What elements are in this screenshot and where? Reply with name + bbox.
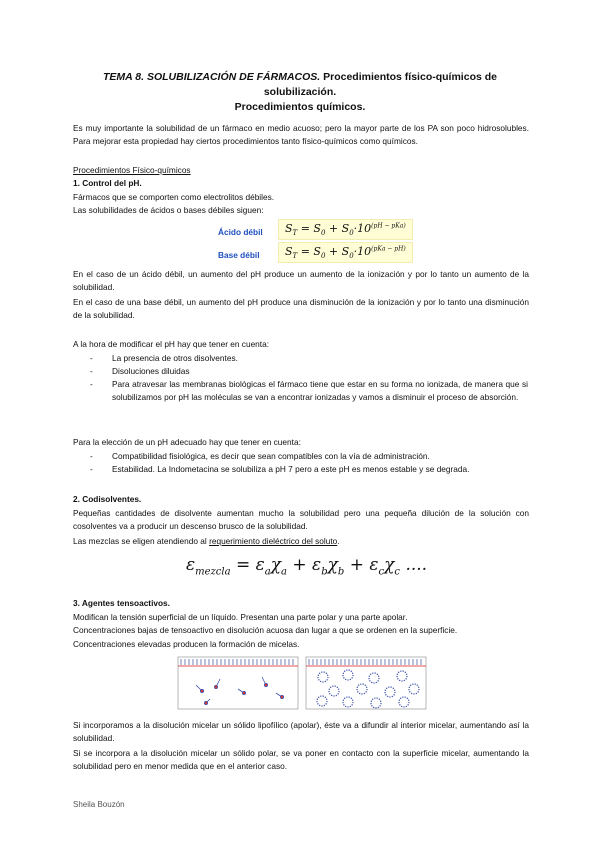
s2-para2-end: . [337, 536, 340, 546]
acid-exponent: (pH − pKa) [371, 222, 406, 230]
base-label: Base débil [218, 250, 260, 260]
s3-line3: Concentraciones elevadas producen la formación de micelas. [73, 639, 300, 649]
s2-heading: 2. Codisolventes. [73, 494, 142, 504]
s1-para1: En el caso de un ácido débil, un aumento del pH produce un aumento de la ionización y por lo tanto un aumento de la solubilidad. [73, 269, 529, 292]
section-physchem-heading: Procedimientos Físico-químicos [73, 165, 191, 175]
eq-plus-2: + [349, 555, 364, 575]
choice-heading: Para la elección de un pH adecuado hay que tener en cuenta: [73, 437, 301, 447]
base-formula: $S_T = S_0 + S_0\cdot 10^{(pKa - pH)}$ [278, 242, 413, 263]
title-line2: Procedimientos químicos. [234, 101, 366, 113]
list-item: - Para atravesar las membranas biológicas el fármaco tiene que estar en su forma no ionizada, de manera que si solubilizamos por pH las moléculas se van a encontrar ionizadas y vamos a disminuir el proceso de absorción. [90, 378, 528, 404]
acid-formula-lhs: S [285, 222, 293, 235]
s3-para2: Si se incorpora a la disolución micelar un sólido polar, se va poner en contacto con la superficie micelar, aumentando la solubilidad pero en menor medida que en el anterior caso. [73, 748, 529, 771]
s3-heading: 3. Agentes tensoactivos. [73, 598, 170, 608]
title-topic: TEMA 8. SOLUBILIZACIÓN DE FÁRMACOS. [103, 71, 321, 83]
surfactant-diagram [176, 655, 428, 711]
page-title [70, 70, 530, 115]
s1-line2: Las solubilidades de ácidos o bases débiles siguen: [73, 205, 264, 215]
s3-para1: Si incorporamos a la disolución micelar un sólido lipofílico (apolar), éste va a difundir al interior micelar, aumentando así la solubilidad. [73, 720, 529, 743]
acid-label: Ácido débil [218, 227, 263, 237]
intro-paragraph: Es muy importante la solubilidad de un fármaco en medio acuoso; pero la mayor parte de los PA son poco hidrosolubles. Para mejorar esta propiedad hay ciertos procedimientos tanto físico-químicos como químicos. [73, 123, 529, 146]
base-formula-rhs: = S [300, 245, 321, 258]
base-exponent: (pKa − pH) [371, 245, 406, 253]
footer-author: Sheila Bouzón [73, 800, 125, 809]
eq-trailing: .... [405, 555, 428, 575]
s1-line1: Fármacos que se comporten como electrolitos débiles. [73, 192, 275, 202]
choice-list [90, 450, 528, 476]
s2-para2-start: Las mezclas se eligen atendiendo al [73, 536, 210, 546]
acid-formula-rhs: = S [300, 222, 321, 235]
s3-line2: Concentraciones bajas de tensoactivo en disolución acuosa dan lugar a que se ordenen en la superficie. [73, 625, 458, 635]
s2-para2 [73, 535, 529, 548]
dielectric-requirement-text: requerimiento dieléctrico del soluto [209, 536, 338, 546]
s2-para1: Pequeñas cantidades de disolvente aumentan mucho la solubilidad pero una pequeña dilución de la solución con cosolventes va a producir un descenso brusco de la solubilidad. [73, 508, 529, 531]
eq-plus-1: + [292, 555, 307, 575]
s1-heading: 1. Control del pH. [73, 178, 142, 188]
eq-mix-sub: mezcla [195, 566, 231, 578]
list-item: - La presencia de otros disolventes. [90, 352, 528, 365]
title-line1: Procedimientos físico-químicos de solubilización. [263, 71, 497, 98]
list-item: - Compatibilidad fisiológica, es decir que sean compatibles con la vía de administración. [90, 450, 528, 463]
s3-line1: Modifican la tensión superficial de un líquido. Presentan una parte polar y una parte apolar. [73, 612, 408, 622]
acid-formula: $S_T = S_0 + S_0\cdot 10^{(pH - pKa)}$ [278, 219, 413, 240]
consider-heading: A la hora de modificar el pH hay que tener en cuenta: [73, 339, 270, 349]
list-item: - Disoluciones diluidas [90, 365, 528, 378]
mixture-equation: $\varepsilon_{mezcla} = \varepsilon_a\chi_a + \varepsilon_b\chi_b + \varepsilon_c\chi_c$ .... [186, 555, 428, 578]
list-item: - Estabilidad. La Indometacina se solubiliza a pH 7 pero a este pH es menos estable y se degrada. [90, 463, 528, 476]
s1-para2: En el caso de una base débil, un aumento del pH produce una disminución de la ionización y por lo tanto una disminución de la solubilidad. [73, 297, 529, 320]
consider-list [90, 352, 528, 404]
